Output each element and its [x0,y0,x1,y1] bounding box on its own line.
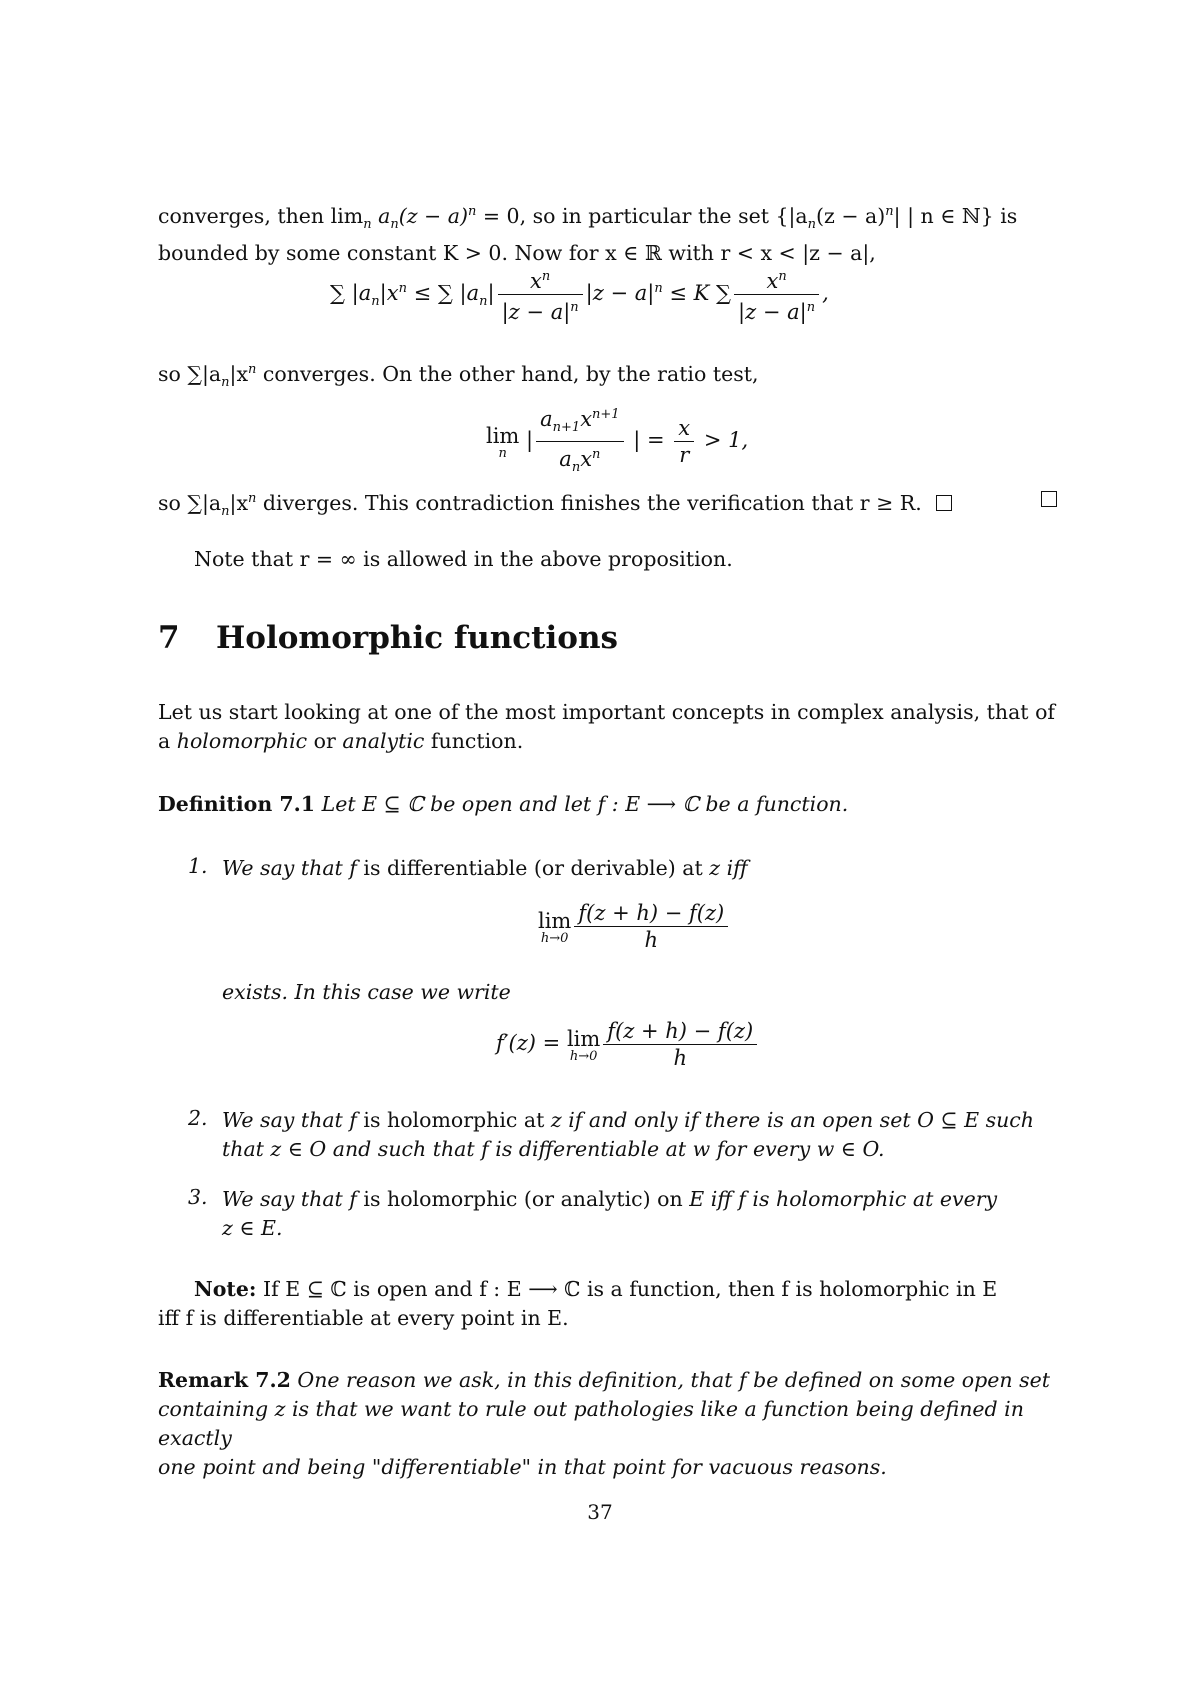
limit [567,1027,600,1063]
math: f(z + h) − f(z) [574,900,728,927]
text: z if and only if there is an open set O ⊆ E such [544,1108,1034,1132]
text: function. [424,729,524,753]
math: a [540,407,553,431]
text: containing z is that we want to rule out pathologies like a function being defined in exactly [158,1397,1024,1450]
text: is holomorphic at [363,1108,545,1132]
text: one point and being "differentiable" in that point for vacuous reasons. [158,1455,887,1479]
fraction [603,1018,757,1071]
text: diverges. This contradiction finishes the verification that r ≥ R. [256,490,922,515]
fraction [674,415,694,468]
text: E iff f is holomorphic at every [682,1187,998,1211]
math: > 1, [697,428,749,453]
text: If E ⊆ ℂ is open and f : E ⟶ ℂ is a function, then f is holomorphic in E [256,1277,998,1301]
section-title: Holomorphic functions [216,620,618,656]
paragraph-diverges: so $\sum|a_n|x^n$ diverges. This contradiction finishes the verification that r ≥ R. [158,484,1058,526]
note-holomorphic [158,1275,1068,1333]
qed-symbol [936,495,952,511]
list-item-holomorphic-at [222,1106,1068,1164]
list-item-holomorphic-on [222,1185,1068,1243]
text: is holomorphic (or analytic) on [363,1187,683,1211]
fraction: $\frac{x^n}{|z - a|^n}$ [734,264,819,325]
equation-limit [538,900,731,953]
text: so ∑|a [158,361,222,386]
note-label: Note: [194,1277,257,1301]
text: holomorphic [176,729,308,753]
text: a [158,729,177,753]
math: |z − a| [738,300,807,324]
text: One reason we ask, in this definition, that f be defined on some open set [290,1368,1050,1392]
section-number: 7 [158,620,180,656]
math: x [766,269,779,293]
text: a [378,203,391,228]
list-item-differentiable [222,854,1068,883]
equation-ratio: lim n | $\frac{a_{n+1}x^{n+1}}{a_nx^n}$ | = $\frac{x}{r}$ > 1, [486,402,748,481]
math: x [580,447,593,472]
text: Let E ⊆ ℂ be open and let f : E ⟶ ℂ be a function. [315,792,849,816]
text: = 0, so in particular the set {|a [476,203,808,228]
math: n [498,445,507,461]
qed-symbol [1041,491,1057,507]
text: (z − a) [816,203,886,228]
fraction: $\frac{x^n}{|z - a|^n}$ [498,264,583,325]
text: |x [229,490,248,515]
text: that z ∈ O and such that f is differentiable at w for every w ∈ O. [222,1137,885,1161]
note-r-infinity: Note that r = ∞ is allowed in the above proposition. [194,547,733,571]
limit [538,909,571,945]
math: h [644,928,659,952]
list-number: 1. [188,854,208,878]
fraction: $\frac{a_{n+1}x^{n+1}}{a_nx^n}$ [536,402,623,481]
page-number: 37 [587,1500,613,1524]
text: (z − a) [398,203,468,228]
text: analytic [342,729,425,753]
list-number: 3. [188,1185,208,1209]
paragraph-ratio-test: so $\sum|a_n|x^n$ converges. On the other hand, by the ratio test, [158,361,759,390]
remark-label: Remark 7.2 [158,1368,291,1392]
math: lim [566,1026,601,1051]
math: x [674,415,694,442]
section-heading [158,620,618,656]
math: | = [626,428,672,453]
math: |z − a| [501,300,571,324]
definition-label: Definition 7.1 [158,792,316,816]
math: lim [486,423,520,448]
text: We say that f [222,1108,364,1132]
text: Let us start looking at one of the most important concepts in complex analysis, that of [158,700,1055,724]
paragraph-intro [158,698,1068,756]
math: f′(z) = [496,1031,567,1055]
math: h→0 [569,1048,598,1064]
math: |x [379,281,399,305]
text: converges. On the other hand, by the ratio test, [256,361,759,386]
math: h→0 [540,930,569,946]
text: We say that f [222,1187,364,1211]
math: , [822,281,829,305]
math: r [679,443,690,468]
text: or [307,729,343,753]
definition-7-1 [158,790,1068,819]
text: so ∑|a [158,490,222,515]
text: | | n ∈ ℕ} is [893,203,1018,228]
math: ∑ |a [330,281,372,305]
list-number: 2. [188,1106,208,1130]
math: f(z + h) − f(z) [603,1018,757,1045]
text: We say that f [222,856,364,880]
math: |z − a| [585,281,655,305]
paragraph-converges: converges, then $\lim_n a_n(z - a)^n = 0$, so in particular the set {$|a_n(z - a)^n|$ | n ∈ ℕ} is bounded by some constant K > 0. Now for x ∈ ℝ with r < x < |z − a|, [158,203,1018,265]
text: z iff [702,856,748,880]
text: iff f is differentiable at every point in E. [158,1306,569,1330]
fraction [574,900,728,953]
text: converges, then lim [158,203,364,228]
text: exists. In this case we write [222,980,511,1004]
math: x [580,407,593,431]
math: h [673,1046,687,1070]
remark-7-2 [158,1366,1068,1482]
text: bounded by some constant K > 0. Now for x ∈ ℝ with r < x < |z − a|, [158,240,876,265]
math: x [530,269,542,293]
equation-derivative [496,1018,760,1071]
math: | [487,281,495,305]
text: is differentiable (or derivable) at [363,856,703,880]
limit [486,424,519,460]
math: lim [538,908,572,933]
text: |x [229,361,248,386]
text: z ∈ E. [222,1216,283,1240]
equation-sum-bound: ∑ $|a_n|x^n$ ≤ ∑ $|a_n|$ $\frac{x^n}{|z - a|^n}$ $|z - a|^n \le K$ ∑ $\frac{x^n}{|z - a|^n}$ , [330,264,829,325]
math: a [559,447,572,472]
math: ≤ ∑ |a [406,281,480,305]
math: ≤ K ∑ [662,281,732,305]
